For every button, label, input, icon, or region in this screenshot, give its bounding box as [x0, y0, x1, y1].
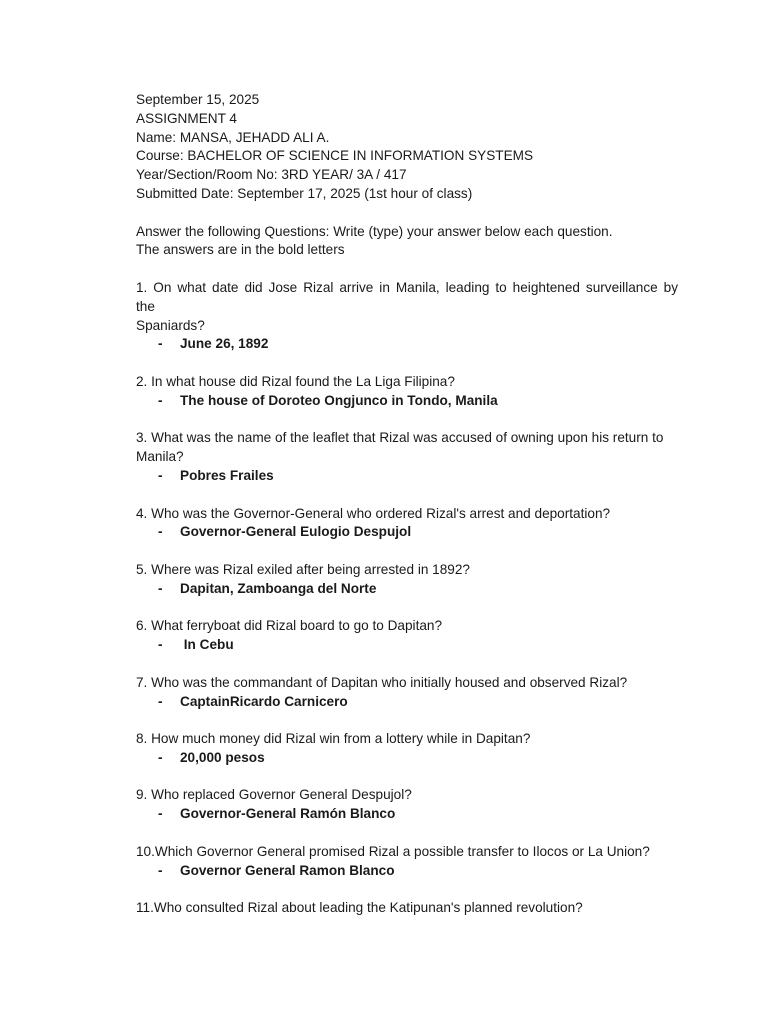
- question-7-text: 7. Who was the commandant of Dapitan who initially housed and observed Rizal?: [136, 674, 628, 690]
- spacer: [136, 486, 678, 505]
- question-block-3: [136, 429, 678, 485]
- spacer: [136, 411, 678, 430]
- question-block-4: [136, 505, 678, 543]
- answer-bullet: -: [158, 693, 163, 709]
- answer-bullet: -: [158, 524, 163, 540]
- question-block-5: [136, 561, 678, 599]
- answer-9: [136, 805, 678, 824]
- answer-10: [136, 862, 678, 881]
- question-block-7: [136, 674, 678, 712]
- answer-8: [136, 749, 678, 768]
- header-date: September 15, 2025: [136, 92, 260, 107]
- question-block-6: [136, 617, 678, 655]
- header-submitted-date: Submitted Date: September 17, 2025 (1st hour of class): [136, 185, 473, 201]
- spacer: [136, 711, 678, 730]
- document-header: [136, 91, 678, 204]
- instructions-line-2: The answers are in the bold letters: [136, 242, 345, 258]
- question-4-text: 4. Who was the Governor-General who ordered Rizal's arrest and deportation?: [136, 505, 611, 521]
- header-assignment: ASSIGNMENT 4: [136, 110, 237, 126]
- answer-6: [136, 636, 678, 655]
- spacer: [136, 655, 678, 674]
- answer-bullet: -: [158, 806, 163, 822]
- question-1-text-cont: the: [136, 298, 155, 314]
- question-5-text: 5. Where was Rizal exiled after being arrested in 1892?: [136, 561, 470, 577]
- spacer: [136, 542, 678, 561]
- answer-4-text: Governor-General Eulogio Despujol: [180, 524, 412, 540]
- question-block-9: [136, 786, 678, 824]
- question-2-text: 2. In what house did Rizal found the La Liga Filipina?: [136, 373, 455, 389]
- instructions: [136, 223, 678, 261]
- spacer: [136, 599, 678, 618]
- answer-2-text: The house of Doroteo Ongjunco in Tondo, Manila: [180, 392, 498, 408]
- answer-2: [136, 392, 678, 411]
- answer-1: [136, 335, 678, 354]
- question-6-text: 6. What ferryboat did Rizal board to go to Dapitan?: [136, 618, 443, 634]
- answer-7-text: CaptainRicardo Carnicero: [180, 693, 348, 709]
- header-year-section-room: Year/Section/Room No: 3RD YEAR/ 3A / 417: [136, 167, 407, 183]
- question-1-text-cont-2: Spaniards?: [136, 317, 205, 333]
- answer-9-text: Governor-General Ramón Blanco: [180, 806, 396, 822]
- spacer: [136, 824, 678, 843]
- spacer: [136, 768, 678, 787]
- question-10-text: 10.Which Governor General promised Rizal a possible transfer to Ilocos or La Union?: [136, 843, 650, 859]
- spacer: [136, 354, 678, 373]
- question-block-10: [136, 843, 678, 881]
- question-9-text: 9. Who replaced Governor General Despujol?: [136, 787, 412, 803]
- question-block-2: [136, 373, 678, 411]
- question-block-8: [136, 730, 678, 768]
- question-block-11: [136, 899, 678, 918]
- answer-7: [136, 693, 678, 712]
- answer-bullet: -: [158, 637, 163, 653]
- answer-bullet: -: [158, 336, 163, 352]
- answer-4: [136, 523, 678, 542]
- answer-bullet: -: [158, 467, 163, 483]
- question-1-text: 1. On what date did Jose Rizal arrive in Manila, leading to heightened surveillance by: [136, 279, 678, 295]
- document-page: [136, 91, 678, 918]
- answer-bullet: -: [158, 862, 163, 878]
- answer-10-text: Governor General Ramon Blanco: [180, 862, 395, 878]
- question-3-text-cont: Manila?: [136, 449, 184, 465]
- answer-5: [136, 580, 678, 599]
- answer-bullet: -: [158, 392, 163, 408]
- answer-1-text: June 26, 1892: [180, 336, 269, 352]
- instructions-line-1: Answer the following Questions: Write (type) your answer below each question.: [136, 223, 613, 239]
- question-8-text: 8. How much money did Rizal win from a lottery while in Dapitan?: [136, 731, 531, 747]
- answer-6-text: In Cebu: [180, 637, 234, 653]
- answer-3: [136, 467, 678, 486]
- spacer: [136, 260, 678, 279]
- answer-3-text: Pobres Frailes: [180, 467, 274, 483]
- spacer: [136, 204, 678, 223]
- spacer: [136, 880, 678, 899]
- header-name: Name: MANSA, JEHADD ALI A.: [136, 129, 330, 145]
- question-block-1: [136, 279, 678, 354]
- header-course: Course: BACHELOR OF SCIENCE IN INFORMATION SYSTEMS: [136, 148, 534, 164]
- question-11-text: 11.Who consulted Rizal about leading the Katipunan's planned revolution?: [136, 900, 583, 916]
- answer-bullet: -: [158, 749, 163, 765]
- question-3-text: 3. What was the name of the leaflet that Rizal was accused of owning upon his return to: [136, 430, 664, 446]
- answer-5-text: Dapitan, Zamboanga del Norte: [180, 580, 377, 596]
- answer-bullet: -: [158, 580, 163, 596]
- answer-8-text: 20,000 pesos: [180, 749, 265, 765]
